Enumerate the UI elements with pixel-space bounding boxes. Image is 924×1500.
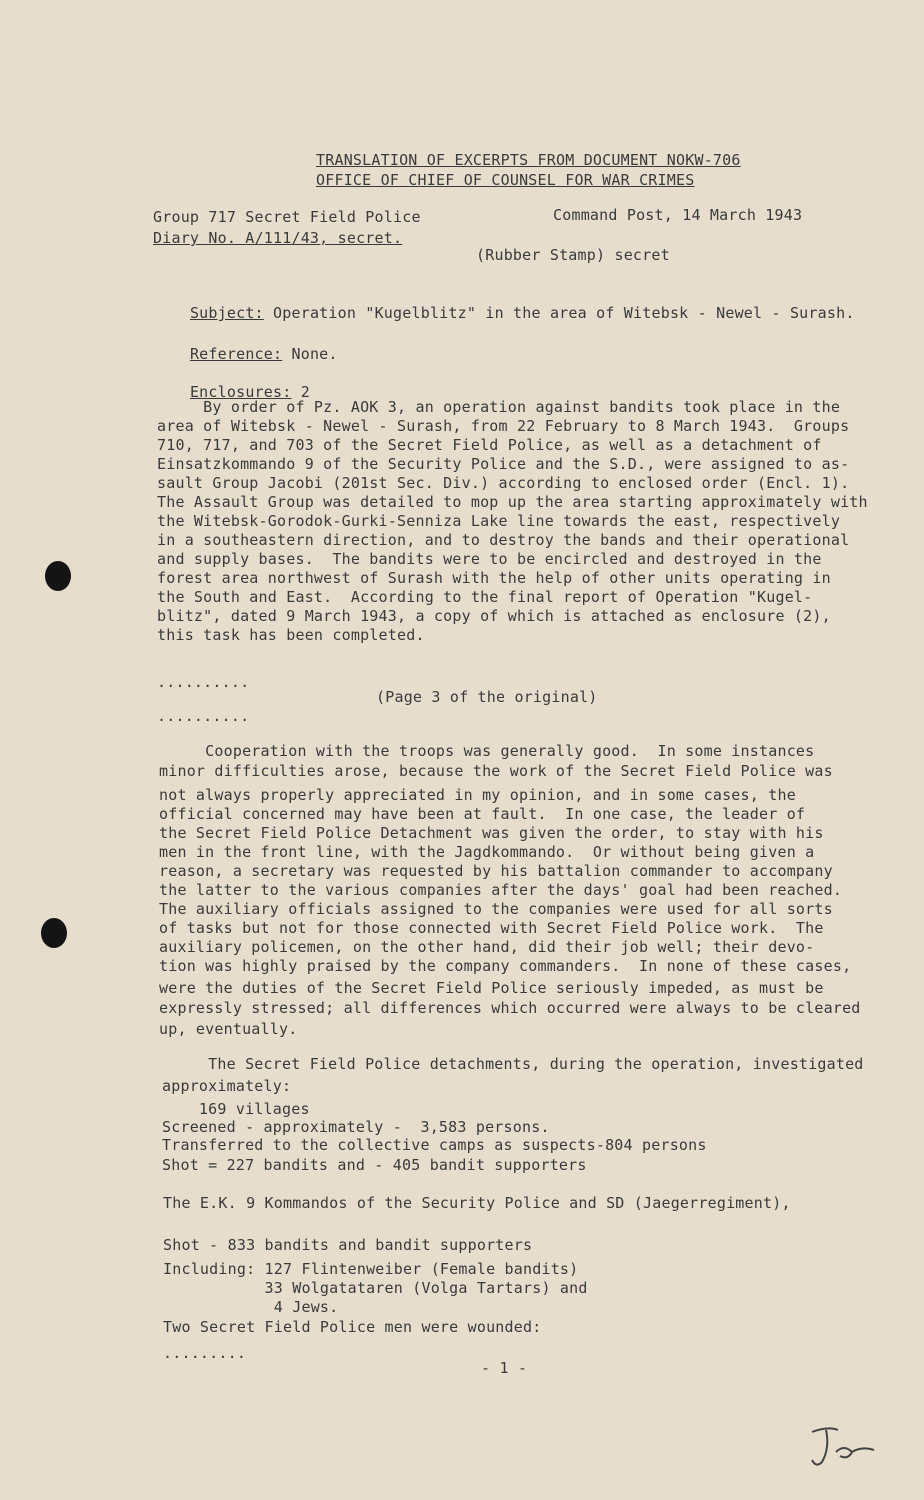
- paragraph-2-line-14: expressly stressed; all differences which occurred were always to be cleared: [159, 999, 861, 1017]
- ellipsis-separator-2: ..........: [157, 707, 250, 725]
- group-label: Group 717 Secret Field Police: [153, 208, 421, 226]
- paragraph-1-line-5: sault Group Jacobi (201st Sec. Div.) according to enclosed order (Encl. 1).: [157, 474, 850, 492]
- heading-line-1: TRANSLATION OF EXCERPTS FROM DOCUMENT NOKW-706: [316, 151, 741, 169]
- ek9-line: The E.K. 9 Kommandos of the Security Police and SD (Jaegerregiment),: [163, 1194, 791, 1212]
- ek9-shot-line: Shot - 833 bandits and bandit supporters: [163, 1236, 533, 1254]
- stats-screened: Screened - approximately - 3,583 persons.: [162, 1118, 550, 1136]
- paragraph-1-line-7: the Witebsk-Gorodok-Gurki-Senniza Lake line towards the east, respectively: [157, 512, 841, 530]
- paragraph-2-line-2: minor difficulties arose, because the work of the Secret Field Police was: [159, 762, 833, 780]
- paragraph-2-line-5: the Secret Field Police Detachment was given the order, to stay with his: [159, 824, 824, 842]
- rubber-stamp-note: (Rubber Stamp) secret: [476, 246, 670, 264]
- stats-villages: 169 villages: [162, 1100, 310, 1118]
- reference-label: Reference:: [189, 345, 283, 363]
- paragraph-3-line-1: The Secret Field Police detachments, during the operation, investigated: [162, 1055, 864, 1073]
- command-post: Command Post, 14 March 1943: [553, 206, 803, 224]
- paragraph-2-line-12: tion was highly praised by the company commanders. In none of these cases,: [159, 957, 852, 975]
- paragraph-2-line-8: the latter to the various companies after the days' goal had been reached.: [159, 881, 843, 899]
- paragraph-2-line-1: Cooperation with the troops was generally good. In some instances: [159, 742, 815, 760]
- paragraph-1-line-2: area of Witebsk - Newel - Surash, from 22 February to 8 March 1943. Groups: [157, 417, 850, 435]
- enclosures-label: Enclosures:: [189, 383, 292, 401]
- paragraph-2-line-3: not always properly appreciated in my opinion, and in some cases, the: [159, 786, 796, 804]
- heading-line-2: OFFICE OF CHIEF OF COUNSEL FOR WAR CRIMES: [316, 171, 695, 189]
- including-line-3: 4 Jews.: [163, 1298, 339, 1316]
- paragraph-1-line-8: in a southeastern direction, and to destroy the bands and their operational: [157, 531, 850, 549]
- paragraph-2-line-10: of tasks but not for those connected with Secret Field Police work. The: [159, 919, 824, 937]
- paragraph-1-line-3: 710, 717, and 703 of the Secret Field Police, as well as a detachment of: [157, 436, 822, 454]
- paragraph-1-line-10: forest area northwest of Surash with the help of other units operating in: [157, 569, 831, 587]
- paragraph-3-line-2: approximately:: [162, 1077, 292, 1095]
- paragraph-2-line-9: The auxiliary officials assigned to the companies were used for all sorts: [159, 900, 833, 918]
- paragraph-2-line-6: men in the front line, with the Jagdkommando. Or without being given a: [159, 843, 815, 861]
- ellipsis-separator-3: .........: [163, 1344, 247, 1362]
- paragraph-1-line-1: By order of Pz. AOK 3, an operation against bandits took place in the: [157, 398, 841, 416]
- paragraph-1-line-13: this task has been completed.: [157, 626, 425, 644]
- paragraph-2-line-13: were the duties of the Secret Field Police seriously impeded, as must be: [159, 979, 824, 997]
- page-reference-note: (Page 3 of the original): [376, 688, 598, 706]
- paragraph-2-line-7: reason, a secretary was requested by his battalion commander to accompany: [159, 862, 833, 880]
- paragraph-2-line-15: up, eventually.: [159, 1020, 298, 1038]
- page-number: - 1 -: [481, 1359, 528, 1377]
- punch-hole-top: [45, 561, 71, 591]
- paragraph-2-line-11: auxiliary policemen, on the other hand, did their job well; their devo-: [159, 938, 815, 956]
- reference-text: None.: [291, 345, 338, 363]
- paragraph-2-line-4: official concerned may have been at fault. In one case, the leader of: [159, 805, 806, 823]
- enclosures-text: 2: [300, 383, 310, 401]
- stats-shot: Shot = 227 bandits and - 405 bandit supporters: [162, 1156, 587, 1174]
- subject-label: Subject:: [189, 304, 264, 322]
- subject-text: Operation "Kugelblitz" in the area of Witebsk - Newel - Surash.: [273, 304, 855, 322]
- paragraph-1-line-12: blitz", dated 9 March 1943, a copy of which is attached as enclosure (2),: [157, 607, 831, 625]
- wounded-line: Two Secret Field Police men were wounded:: [163, 1318, 542, 1336]
- diary-number: Diary No. A/111/43, secret.: [153, 229, 403, 247]
- handwritten-initials-signature: [808, 1422, 878, 1472]
- stats-transferred: Transferred to the collective camps as suspects-804 persons: [162, 1136, 707, 1154]
- paragraph-1-line-6: The Assault Group was detailed to mop up the area starting approximately with: [157, 493, 868, 511]
- including-line-1: Including: 127 Flintenweiber (Female bandits): [163, 1260, 579, 1278]
- ellipsis-separator-1: ..........: [157, 673, 250, 691]
- including-line-2: 33 Wolgatataren (Volga Tartars) and: [163, 1279, 588, 1297]
- paragraph-1-line-9: and supply bases. The bandits were to be encircled and destroyed in the: [157, 550, 822, 568]
- paragraph-1-line-4: Einsatzkommando 9 of the Security Police and the S.D., were assigned to as-: [157, 455, 850, 473]
- punch-hole-bottom: [41, 918, 67, 948]
- paragraph-1-line-11: the South and East. According to the final report of Operation "Kugel-: [157, 588, 813, 606]
